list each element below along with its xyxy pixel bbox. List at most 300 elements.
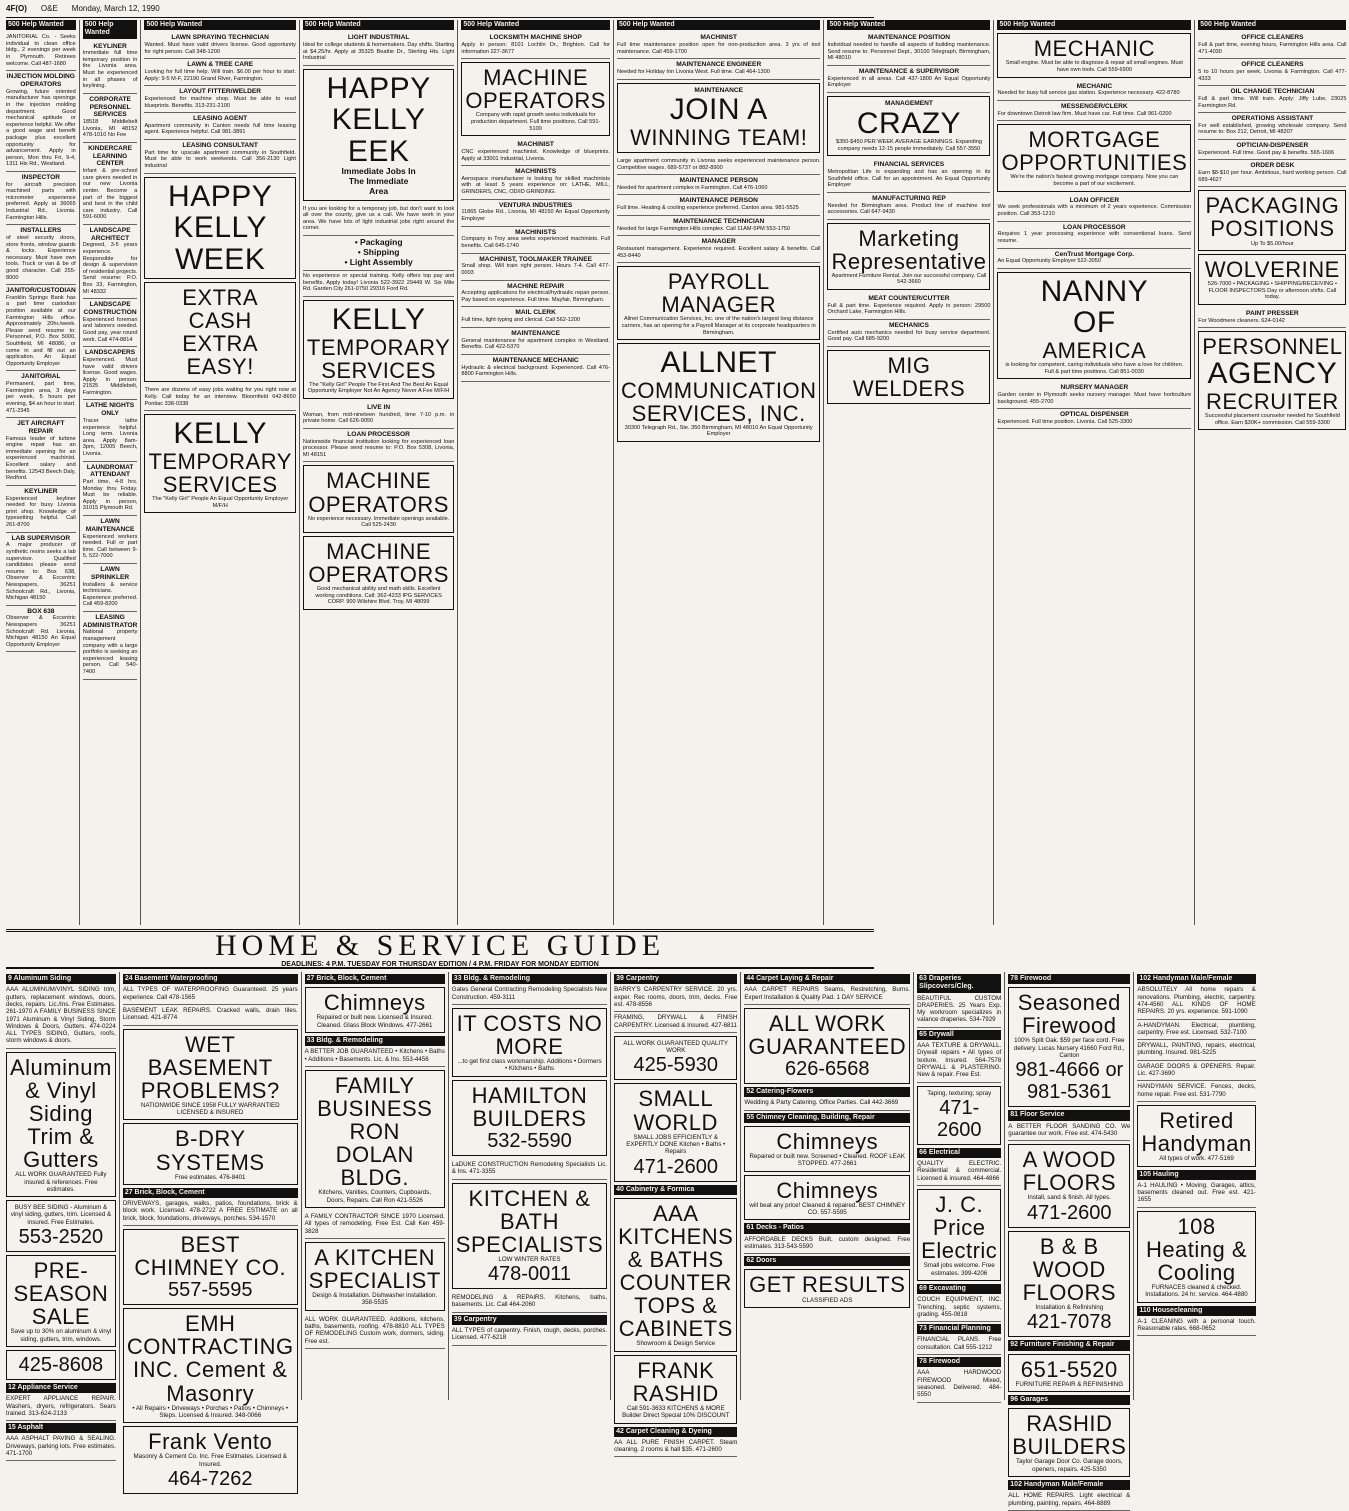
guide-category-header: 27 Brick, Block, Cement [123, 1188, 298, 1198]
guide-listing [1008, 1121, 1130, 1142]
listing-body: FRAMING, DRYWALL & FINISH CARPENTRY. Licensed & Insured. 427-6811 [614, 1014, 738, 1029]
listing-phone: 557-5595 [167, 1279, 253, 1302]
classified-ad [617, 156, 821, 175]
classified-ad [461, 166, 610, 200]
classified-ad [303, 204, 454, 236]
guide-category-header: 61 Decks - Patios [744, 1223, 910, 1233]
ad-body: Experienced. Full time position. Livonia. Call 525-3300 [997, 418, 1133, 425]
listing-phone: 471-2600 [936, 1096, 982, 1141]
guide-category-header: 63 Draperies Slipcovers/Cleg. [917, 974, 1001, 993]
classified-ad [6, 225, 76, 285]
listing-body: AA ALL PURE FINISH CARPET. Steam cleaning. 2 rooms & hall $35. 471-2600 [614, 1438, 738, 1454]
guide-listing [452, 984, 607, 1005]
classified-ad [827, 159, 990, 193]
listing-display-text: Retired Handyman [1141, 1108, 1252, 1157]
ad-body: Part time for upscale apartment community in Southfield. Must be able to work weekends. Call 356-2130 Light industrial [144, 149, 296, 170]
listing-display-text: 651-5520 [1020, 1356, 1118, 1382]
classified-ad [6, 533, 76, 606]
guide-category-header: 81 Floor Service [1008, 1110, 1130, 1120]
ad-display-line: OPERATORS [308, 561, 449, 587]
classified-ad [6, 172, 76, 225]
ad-note: Apartment Furniture Rental. Join our successful company. Call 542-3660 [831, 272, 987, 286]
ad-heading: VENTURA INDUSTRIES [498, 201, 573, 209]
guide-listing [917, 1040, 1001, 1083]
ad-body: Apartment community in Canton needs full time leasing agent. Experience helpful. Call 981-3891 [144, 122, 296, 136]
ad-body: JANITORIAL Co. - Seeks individual to clean office bldg., 2 evenings per week in Plymouth. Retirees welcome. Call 487-1680 [6, 34, 76, 67]
listing-phone: 464-7262 [167, 1468, 253, 1490]
ad-body: Needed for apartment complex in Farmington. Call 476-1060 [616, 184, 768, 191]
guide-category-header: 44 Carpet Laying & Repair [744, 974, 910, 984]
ad-list [303, 238, 454, 267]
classified-ad [827, 96, 990, 156]
guide-listing [6, 1393, 116, 1421]
classified-column [617, 20, 825, 925]
ad-body: Individual needed to handle all aspects of building maintenance. Send resume to: Personnel Dept., 30100 Telegraph, Birmingham, MI 48010 [827, 42, 991, 62]
ad-display-line: OPPORTUNITIES [1001, 150, 1188, 176]
classified-ad [303, 536, 454, 610]
listing-body: ABSOLUTELY All home repairs & renovations. Plumbing, electric, carpentry. 474-4560 ALL KINDS OF HOME REPAIRS. 20 yrs. experience. 591-1090 [1137, 986, 1256, 1016]
listing-display-text: BEST CHIMNEY CO. [134, 1232, 287, 1281]
ad-body: Large apartment community in Livonia seeks experienced maintenance person. Competitive wages. 689-5737 or 882-8900 [616, 157, 821, 171]
ad-body: Full time. Heating & cooling experience preferred. Canton area. 981-5525 [616, 205, 799, 212]
ad-heading: MACHINIST [517, 141, 554, 149]
classified-ad [827, 223, 990, 290]
guide-listing [1137, 1180, 1255, 1208]
classified-ad [83, 564, 138, 612]
guide-listing [614, 1198, 737, 1352]
ad-body: National property management company with a large portfolio is seeking an experienced leasing person. Call 540-7400 [82, 629, 138, 675]
ad-display-line: EXTRA CASH [182, 285, 259, 334]
guide-category-header: 69 Excavating [917, 1284, 1001, 1294]
ad-note: Allnet Communication Services, Inc. one of the nation's largest long distance carriers, has an opening for a Payroll Manager at its corporate headquarters in Birmingham. [621, 316, 816, 336]
column-header: 500 Help Wanted [997, 20, 1191, 30]
classified-ad [144, 113, 295, 140]
ad-body: Woman, from mid-nineteen hundred, time 7-10 p.m. in private home. Call 626-9050 [302, 411, 455, 425]
ad-display-line: PAYROLL [667, 269, 770, 295]
guide-listing [917, 1367, 1001, 1402]
guide-category-header: 66 Electrical [917, 1148, 1001, 1158]
listing-body: A FAMILY CONTRACTOR SINCE 1970 Licensed. All types of remodeling. Free Est. Call Ken 459-3828 [304, 1212, 445, 1235]
classified-ad [83, 225, 138, 299]
guide-column [1137, 972, 1258, 1400]
guide-listing [1137, 1081, 1255, 1102]
listing-body: REMODELING & REPAIRS. Kitchens, baths, basements. Lic. Call 464-2060 [451, 1294, 608, 1309]
ad-body: Degreed, 3-5 years experience. Responsible for design & supervision of residential projects. Send resume: P.O. Box 33, Farmington, MI 48332 [82, 242, 138, 295]
guide-listing [123, 1198, 298, 1226]
ad-heading: LEASING ADMINISTRATOR [82, 613, 138, 629]
ad-heading: OPTICAL DISPENSER [1059, 411, 1129, 419]
classified-ad [997, 195, 1191, 222]
guide-title: HOME & SERVICE GUIDE [214, 929, 666, 962]
ad-heading: MAINTENANCE & SUPERVISOR [858, 67, 960, 75]
classified-ad [303, 465, 454, 532]
guide-category-header: 24 Basement Waterproofing [123, 974, 298, 984]
guide-listing [917, 1158, 1001, 1186]
classified-ad [997, 101, 1191, 121]
ad-body: Certified auto mechanics needed for busy service department. Good pay. Call 685-9200 [827, 329, 991, 343]
listing-body: AAA ASPHALT PAVING & SEALING. Driveways, parking lots. Free estimates. 471-1700 [6, 1435, 116, 1458]
classified-ad [827, 293, 990, 320]
guide-listing [1137, 984, 1255, 1019]
ad-list-item: • Packaging [354, 236, 403, 247]
guide-listing [123, 1229, 298, 1305]
ad-display-line: MACHINE [326, 468, 432, 494]
guide-column [917, 972, 1005, 1400]
ad-display-line: KELLY [173, 417, 267, 451]
classified-ad [997, 272, 1191, 379]
guide-category-header: 92 Furniture Finishing & Repair [1008, 1340, 1130, 1350]
paper-name: O&E [40, 4, 58, 13]
guide-listing [744, 984, 910, 1005]
classified-ad [617, 175, 821, 195]
ad-heading: LANDSCAPERS [84, 349, 136, 357]
listing-body: ALL WORK GUARANTEED. Additions, kitchens, baths, basements, roofing. 478-8810 ALL TYPES OF REMODELING Custom work, dormers, siding. Free est. [304, 1315, 445, 1345]
listing-display-text: Seasoned Firewood [1017, 990, 1121, 1039]
guide-listing [744, 1269, 910, 1307]
listing-body: will beat any price! Cleaned & repaired. BEST CHIMNEY CO. 557-5595 [749, 1201, 906, 1216]
listing-body: ALL HOME REPAIRS. Light electrical & plumbing, painting, repairs. 464-8889 [1008, 1492, 1131, 1507]
listing-phone: 421-7078 [1027, 1311, 1112, 1334]
ad-body: 18518 Middlebelt Livonia, MI 48152 478-1010 No Fee [82, 119, 138, 139]
ad-body: An Equal Opportunity Employer 522-3050 [997, 258, 1102, 265]
listing-display-text: Chimneys [323, 990, 426, 1016]
classifieds-section [6, 20, 1347, 925]
guide-category-header: 39 Carpentry [614, 974, 737, 984]
ad-heading: MAINTENANCE [694, 86, 744, 94]
ad-body: Earn $8-$10 per hour. Ambitious, hard working person. Call 689-4627 [1198, 170, 1347, 183]
listing-body: AAA CARPET REPAIRS Seams, Restretching, Burns. Expert Installation & Quality Pad. 1 DAY SERVICE [744, 986, 911, 1001]
listing-body: A BETTER JOB GUARANTEED • Kitchens • Baths • Additions • Basements. Lic. & Ins. 553-4456 [304, 1048, 445, 1063]
listing-body: BARRY'S CARPENTRY SERVICE. 20 yrs. exper. Rec rooms, doors, trim, decks. Free est. 478-8556 [614, 986, 738, 1008]
classified-ad [144, 414, 295, 513]
ad-body: Experienced for machine shop. Must be able to read blueprints. Benefits. 313-231-2100 [144, 95, 296, 109]
guide-listing [6, 984, 116, 1049]
ad-note: Successful placement counselor needed for Southfield office. Earn $30K+ commission. Call 559-3300 [1204, 413, 1340, 426]
guide-listing [744, 1126, 910, 1172]
ad-display-line: WEEK [174, 242, 266, 276]
classified-ad [1198, 331, 1346, 430]
listing-body: BEAUTIFUL CUSTOM DRAPERIES. 25 Years Exp. My workroom specializes in valance draperies. 534-7929 [917, 994, 1002, 1024]
column-header: 500 Help Wanted [83, 20, 138, 39]
classified-ad [617, 216, 821, 236]
ad-display-line: COMMUNICATION [620, 377, 817, 403]
guide-listing [1008, 1231, 1130, 1338]
guide-category-header: 9 Aluminum Siding [6, 974, 116, 984]
masthead [6, 4, 874, 18]
listing-display-text: KITCHEN & BATH SPECIALISTS [455, 1185, 604, 1257]
listing-phone: 553-2520 [18, 1226, 104, 1249]
ad-heading: MANUFACTURING REP [872, 194, 946, 202]
ad-display-line: TEMPORARY [306, 334, 451, 360]
guide-listing [123, 1308, 298, 1423]
ad-heading: PAINT PRESSER [1246, 310, 1299, 318]
column-header: 500 Help Wanted [827, 20, 990, 30]
ad-heading: LIVE IN [367, 403, 391, 411]
ad-heading: OFFICE CLEANERS [1241, 61, 1304, 69]
listing-body: LOW WINTER RATES [498, 1255, 561, 1263]
listing-display-text: EMH CONTRACTING INC. Cement & Masonry [126, 1311, 294, 1406]
listing-body: ALL TYPES OF WATERPROOFING Guaranteed. 25 years experience. Call 478-1565 [122, 986, 298, 1001]
ad-heading: ORDER DESK [1250, 162, 1295, 170]
classified-ad [617, 32, 821, 59]
classified-ad [303, 300, 454, 399]
guide-listing [123, 984, 298, 1005]
listing-body: 100% Split Oak. $59 per face cord. Free delivery. Lucas Nursery 41660 Ford Rd., Canton [1013, 1037, 1125, 1060]
guide-listing [305, 1314, 445, 1349]
ad-heading: KINDERCARE LEARNING CENTER [88, 144, 133, 168]
ad-display-line: KELLY [331, 303, 426, 337]
classified-ad [997, 124, 1191, 191]
listing-display-text: IT COSTS NO MORE [456, 1010, 603, 1059]
ad-display-line: Representative [831, 248, 987, 274]
ad-heading: JET AIRCRAFT REPAIR [17, 420, 65, 435]
ad-display-line: POSITIONS [1210, 216, 1335, 242]
guide-listing [6, 1200, 116, 1252]
listing-body: BUSY BEE SIDING - Aluminum & vinyl siding, gutters, trim. Licensed & insured. Free Estimates. [10, 1204, 112, 1226]
ad-body: Infant & pre-school care givers needed in our new Livonia center. Become a part of the biggest and best in the child care industry. Call 591-6000 [82, 168, 138, 221]
classified-ad [1198, 140, 1346, 160]
ad-body: Full & part time, evening hours, Farmington Hills area. Call 471-4030 [1198, 42, 1347, 55]
guide-category-header: 105 Hauling [1137, 1170, 1255, 1180]
classified-ad [144, 140, 295, 174]
classified-ad [303, 402, 454, 429]
guide-category-header: 33 Bldg. & Remodeling [452, 974, 607, 984]
listing-body: All types of work. 477-5169 [1159, 1155, 1234, 1163]
column-header: 500 Help Wanted [617, 20, 821, 30]
listing-body: Taping, texturing, spray [927, 1089, 992, 1097]
classified-ad [83, 516, 138, 564]
listing-body: AAA TEXTURE & DRYWALL. Drywall repairs • All types of texture. Insured. 564-7578 DRYWALL & PLASTERING. New & repair. Free Est. [917, 1042, 1002, 1079]
ad-body: Immediate full time temporary position in the Livonia area. Must be experienced in all phases of keylining. [82, 50, 138, 90]
ad-heading: LAUNDROMAT ATTENDANT [86, 463, 134, 479]
ad-list-item: The Immediate [348, 176, 409, 187]
listing-phone: 981-4666 or 981-5361 [1015, 1059, 1124, 1104]
classified-ad [1198, 113, 1346, 140]
guide-column [452, 972, 611, 1400]
guide-category-header: 73 Financial Planning [917, 1324, 1001, 1334]
ad-note: 30300 Telegraph Rd., Ste. 350 Birmingham, MI 48010 An Equal Opportunity Employer [624, 424, 813, 438]
ad-heading: MEAT COUNTER/CUTTER [868, 295, 950, 303]
listing-phone: 532-5590 [487, 1129, 572, 1152]
guide-listing [123, 1029, 298, 1121]
classified-ad [6, 32, 76, 71]
listing-body: Small jobs welcome. Free estimates. 399-4206 [923, 1262, 995, 1277]
ad-heading: LAWN SPRAYING TECHNICIAN [171, 34, 269, 42]
guide-listing [1137, 1061, 1255, 1082]
ad-body: 11865 Globe Rd., Livonia, MI 48150 An Equal Opportunity Employer [461, 209, 610, 223]
guide-category-header: 102 Handyman Male/Female [1137, 974, 1255, 984]
guide-listing [1008, 1354, 1130, 1392]
classified-ad [6, 71, 76, 172]
ad-display-line: SERVICES [162, 471, 278, 497]
listing-display-text: WET BASEMENT PROBLEMS? [140, 1031, 280, 1103]
ad-display-line: JOIN A [669, 93, 768, 127]
classified-ad [827, 193, 990, 220]
listing-phone: 478-0011 [487, 1263, 571, 1286]
classified-ad [83, 462, 138, 517]
classified-ad [827, 32, 990, 66]
guide-listing [1137, 1316, 1255, 1337]
ad-display-line: MIG WELDERS [852, 352, 966, 402]
ad-body: Accepting applications for electrical/hydraulic repair person. Pay based on experience. Full time. Mayfair, Birmingham. [461, 290, 610, 303]
listing-body: Call 591-3633 KITCHENS & MORE Builder Direct Special 10% DISCOUNT [622, 1404, 730, 1420]
listing-body: Taylor Garage Door Co. Garage doors, openers, repairs. 425-5350 [1015, 1458, 1123, 1473]
ad-note: The "Kelly Girl" People An Equal Opportunity Employer M/F/H [152, 495, 289, 509]
ad-heading: LOAN PROCESSOR [1063, 223, 1126, 231]
ad-display-line: AGENCY [1207, 357, 1338, 391]
guide-listing [1137, 1040, 1255, 1061]
listing-body: ALL WORK GUARANTEED Fully insured & references. Free estimates. [15, 1171, 107, 1193]
ad-body: Needed for Holiday Inn Livonia West. Full time. Call 464-1300 [616, 68, 770, 75]
ad-display-line: OPERATORS [465, 88, 606, 114]
guide-listing [6, 1433, 116, 1461]
ad-note: Company with rapid growth seeks individuals for production department. Full time positions. Call 591-5100 [470, 112, 601, 132]
classified-ad [83, 41, 138, 94]
ad-list [307, 167, 450, 196]
guide-category-header: 110 Housecleaning [1137, 1306, 1255, 1316]
listing-body: Repaired or built new. Screened • Cleaned. ROOF LEAK STOPPED. 477-2661 [749, 1152, 906, 1168]
classified-ad [303, 236, 454, 271]
ad-display-line: HAPPY [326, 71, 431, 105]
ad-display-line: SERVICES, INC. [631, 400, 806, 426]
classified-ad [303, 429, 454, 463]
listing-body: Save up to 30% on aluminum & vinyl siding, gutters, trim, windows. [10, 1328, 112, 1343]
ad-display-line: MECHANIC [1033, 36, 1156, 62]
ad-heading: MAINTENANCE PERSON [679, 197, 758, 205]
guide-listing [305, 1211, 445, 1239]
guide-listing [452, 1183, 607, 1290]
guide-category-header: 78 Firewood [1008, 974, 1130, 984]
guide-listing [614, 1012, 737, 1033]
classified-ad [461, 32, 610, 59]
classified-ad [83, 400, 138, 461]
guide-listing [123, 1123, 298, 1185]
guide-listing [452, 1325, 607, 1346]
listing-body: QUALITY ELECTRIC. Residential & commercial. Licensed & insured. 464-4866 [917, 1160, 1002, 1182]
guide-listing [917, 1334, 1001, 1355]
ad-heading: MAIL CLERK [515, 309, 556, 317]
ad-heading: KEYLINER [93, 42, 127, 50]
ad-heading: KEYLINER [24, 487, 58, 495]
listing-phone: 425-8608 [18, 1354, 104, 1376]
guide-listing [917, 1294, 1001, 1322]
listing-display-text: B & B WOOD FLOORS [1022, 1233, 1117, 1305]
ad-heading: OFFICE CLEANERS [1241, 34, 1304, 42]
ad-display-line: AMERICA [1042, 337, 1147, 363]
ad-heading: INSPECTOR [21, 173, 61, 181]
classified-ad [997, 81, 1191, 101]
listing-body: A-1 HAULING • Moving. Garages, attics, basements cleaned out. Free est. 421-1655 [1137, 1181, 1256, 1204]
ad-body: Growing, future oriented manufacturer has openings in the injection molding department. Good mechanical aptitude or experience helpful. We offer a good wage and benefit package plus excellent opportunity for advancement. Apply in person, Mon thru Fri, 9-4, 1311 Hix Rd., Westland. [6, 88, 76, 168]
service-guide-section [6, 972, 1256, 1507]
ad-body: Needed for Birmingham area. Product line of machine tool accessories. Call 647-9430 [827, 202, 991, 216]
classified-ad [1198, 190, 1346, 251]
listing-display-text: Chimneys [776, 1177, 879, 1203]
ad-display-line: WINNING TEAM! [630, 124, 808, 150]
classified-ad [461, 227, 610, 254]
listing-body: Masonry & Cement Co. Inc. Free Estimates. Licensed & Insured. [133, 1453, 287, 1468]
ad-note: Up To $5.00/hour [1250, 240, 1294, 247]
ad-body: Full time maintenance position open for non-production area. 3 yrs of tool maintenance. Call 459-1700 [616, 42, 821, 55]
ad-body: Experienced. Full time. Good pay & benefits. 565-1606 [1198, 149, 1335, 156]
ad-note: The "Kelly Girl" People The First And The Best An Equal Opportunity Employer Not An Agency Never A Fee M/F/H [307, 381, 450, 395]
guide-column [614, 972, 741, 1454]
listing-display-text: A WOOD FLOORS [1022, 1147, 1117, 1196]
ad-heading: JANITORIAL [21, 373, 61, 381]
ad-heading: LEASING AGENT [193, 115, 248, 123]
ad-body: for aircraft precision machined parts with micrometer experience preferred. Apply at 36065 Industrial Rd., Livonia. Farmington Hills. [6, 181, 76, 221]
listing-body: HANDYMAN SERVICE. Fences, decks, home repair. Free est. 531-7790 [1137, 1083, 1256, 1098]
guide-listing [452, 1159, 607, 1180]
ad-display-line: RECRUITER [1205, 388, 1339, 414]
ad-body: Permanent, part time, Farmington area, 3 days per week, 5 hours per evening, $4 an hour to start. 471-2345 [6, 381, 76, 414]
ad-heading: MANAGER [701, 238, 736, 246]
ad-heading: INSTALLERS [20, 227, 62, 235]
listing-body: DRIVEWAYS, garages, walks, patios, foundations, brick & block work. Licensed. 478-2722 A FREE ESTIMATE on all brick, block, foundations, driveways, porches. 534-1570 [122, 1200, 298, 1222]
guide-category-header: 40 Cabinetry & Formica [614, 1185, 737, 1195]
listing-body: COUCH EQUIPMENT, INC. Trenching, septic systems, grading. 455-0818 [917, 1296, 1002, 1318]
ad-display-line: PACKAGING [1205, 193, 1340, 219]
listing-display-text: Chimneys [776, 1128, 879, 1154]
ad-heading: LOAN PROCESSOR [347, 430, 410, 438]
listing-body: Install, sand & finish. All types. [1027, 1194, 1111, 1202]
classified-ad [617, 59, 821, 79]
listing-body: DRYWALL, PAINTING, repairs, electrical, plumbing. Insured. 981-5225 [1137, 1042, 1256, 1057]
ad-body: of steel security doors, store fronts, window guards & locks. Experience necessary. Must have own tools. Truck or van & be of good character. Call 255-8000 [6, 234, 76, 281]
ad-heading: MECHANIC [1076, 82, 1113, 90]
ad-body: Looking for full time help. Will train. $6.00 per hour to start. Apply: 9-5 M-F, 22190 Grand River, Farmington. [144, 68, 296, 82]
guide-listing [1137, 1211, 1255, 1303]
guide-listing [917, 993, 1001, 1028]
ad-heading: LAWN & TREE CARE [187, 61, 254, 69]
listing-body: Wedding & Party Catering. Office Parties. Call 442-3669 [744, 1099, 899, 1107]
ad-list-item: • Shipping [357, 246, 400, 257]
home-service-guide-banner [6, 929, 874, 969]
guide-listing [6, 1052, 116, 1197]
ad-display-line: EXTRA EASY! [182, 331, 259, 380]
ad-display-line: MACHINE [326, 538, 432, 564]
ad-body: Nationwide financial institution looking for experienced loan processor. Please send resume to: P.O. Box 5308, Livonia, MI 48151 [302, 438, 455, 458]
guide-column [1008, 972, 1134, 1507]
listing-body: FURNITURE REPAIR & REFINISHING [1015, 1380, 1124, 1388]
column-header: 500 Help Wanted [1198, 20, 1346, 30]
listing-phone: 425-5930 [633, 1054, 718, 1077]
ad-body: 5 to 10 hours per week. Livonia & Farmington. Call 477-4333 [1198, 68, 1347, 82]
ad-body: Restaurant management. Experience required. Excellent salary & benefits. Call 453-8440 [616, 245, 821, 259]
guide-listing [1008, 1490, 1130, 1511]
ad-body: Full & part time. Experience required. Apply in person: 29500 Orchard Lake, Farmington Hills. [827, 302, 991, 316]
classified-ad [1198, 59, 1346, 86]
listing-body: ALL TYPES of carpentry. Finish, rough, decks, porches. Licensed. 477-6218 [451, 1326, 608, 1342]
ad-heading: LANDSCAPE CONSTRUCTION [83, 301, 137, 316]
classified-column [1198, 20, 1349, 925]
ad-heading: MAINTENANCE PERSON [679, 177, 758, 185]
guide-listing [1137, 1105, 1255, 1167]
guide-listing [744, 1097, 910, 1110]
ad-display-line: KELLY [173, 211, 267, 245]
guide-category-header: 65 Drywall [917, 1030, 1001, 1040]
classified-ad [6, 285, 76, 371]
classified-ad [617, 83, 821, 153]
listing-phone: 626-6568 [784, 1058, 870, 1081]
classified-ad [461, 307, 610, 327]
classified-ad [461, 139, 610, 166]
ad-body: For well established, growing wholesale company. Send resume to: Box 212, Detroit, MI 48207 [1198, 122, 1347, 136]
guide-listing [614, 1083, 737, 1181]
ad-heading: LOCKSMITH MACHINE SHOP [489, 34, 582, 42]
ad-display-line: MACHINE [483, 65, 589, 91]
classified-ad [1198, 308, 1346, 328]
